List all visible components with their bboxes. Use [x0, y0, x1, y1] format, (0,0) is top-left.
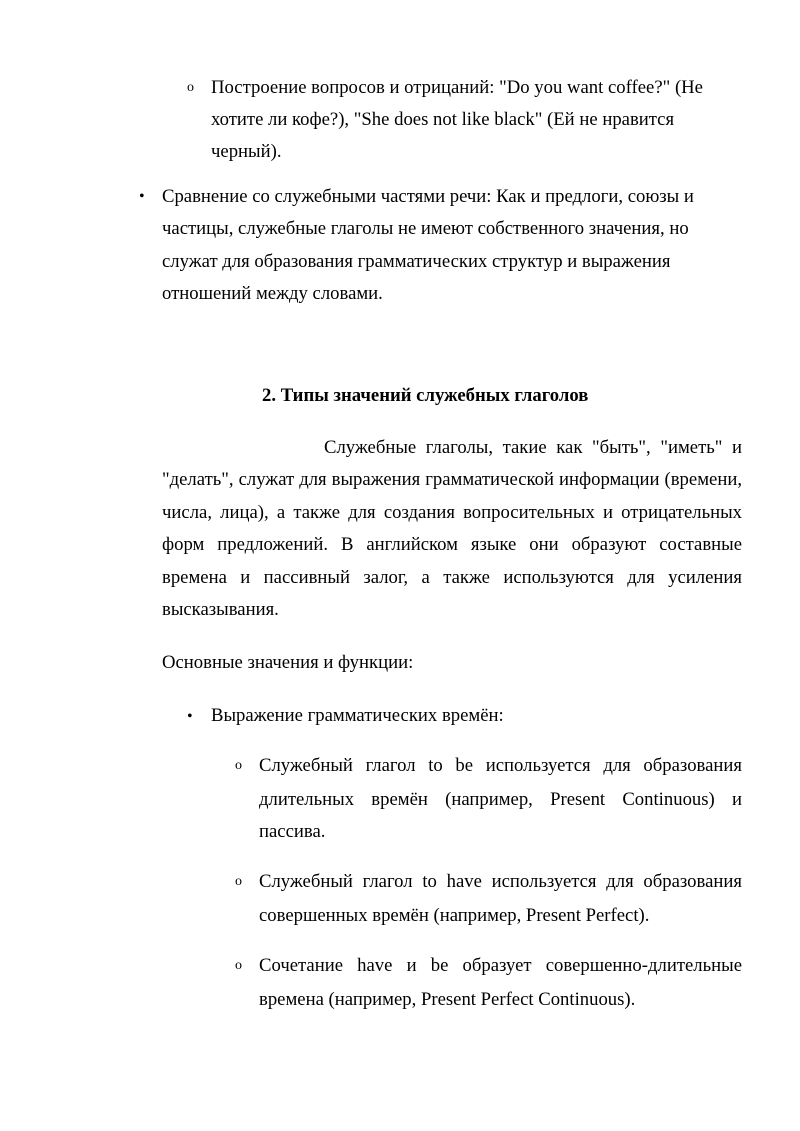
paragraph-line: Служебный глагол to be используется для образования — [259, 755, 742, 776]
paragraph-line: хотите ли кофе?), "She does not like black" (Ей не нравится — [211, 109, 675, 130]
paragraph-line: высказывания. — [162, 599, 279, 620]
paragraph-line: времена (например, Present Perfect Continuous). — [259, 989, 636, 1010]
sub-bullet-marker: o — [235, 958, 242, 973]
paragraph-line: Служебный глагол to have используется для образования — [259, 871, 742, 892]
paragraph-line: Сочетание have и be образует совершенно-длительные — [259, 955, 742, 976]
paragraph-line: "делать", служат для выражения грамматической информации (времени, — [162, 469, 742, 490]
paragraph-line: Сравнение со служебными частями речи: Как и предлоги, союзы и — [162, 186, 694, 207]
section-heading: 2. Типы значений служебных глаголов — [262, 385, 589, 406]
sub-bullet-marker: o — [235, 758, 242, 773]
paragraph-line: совершенных времён (например, Present Perfect). — [259, 905, 650, 926]
paragraph-line: числа, лица), а также для создания вопросительных и отрицательных — [162, 502, 742, 523]
paragraph-line: Служебные глаголы, такие как "быть", "иметь" и — [324, 437, 742, 458]
paragraph-line: частицы, служебные глаголы не имеют собственного значения, но — [162, 218, 689, 239]
paragraph-line: черный). — [211, 141, 282, 162]
sub-bullet-marker: o — [235, 874, 242, 889]
paragraph-line: служат для образования грамматических структур и выражения — [162, 251, 671, 272]
bullet-marker: • — [139, 188, 145, 205]
paragraph-line: отношений между словами. — [162, 283, 383, 304]
sub-bullet-marker: o — [187, 80, 194, 95]
bullet-marker: • — [187, 708, 193, 725]
paragraph-line: пассива. — [259, 821, 326, 842]
paragraph-line: форм предложений. В английском языке они образуют составные — [162, 534, 742, 555]
paragraph-line: Построение вопросов и отрицаний: "Do you want coffee?" (Не — [211, 77, 703, 98]
paragraph-line: времена и пассивный залог, а также используются для усиления — [162, 567, 742, 588]
bullet-label: Выражение грамматических времён: — [211, 705, 504, 726]
functions-label: Основные значения и функции: — [162, 652, 414, 673]
paragraph-line: длительных времён (например, Present Continuous) и — [259, 789, 742, 810]
